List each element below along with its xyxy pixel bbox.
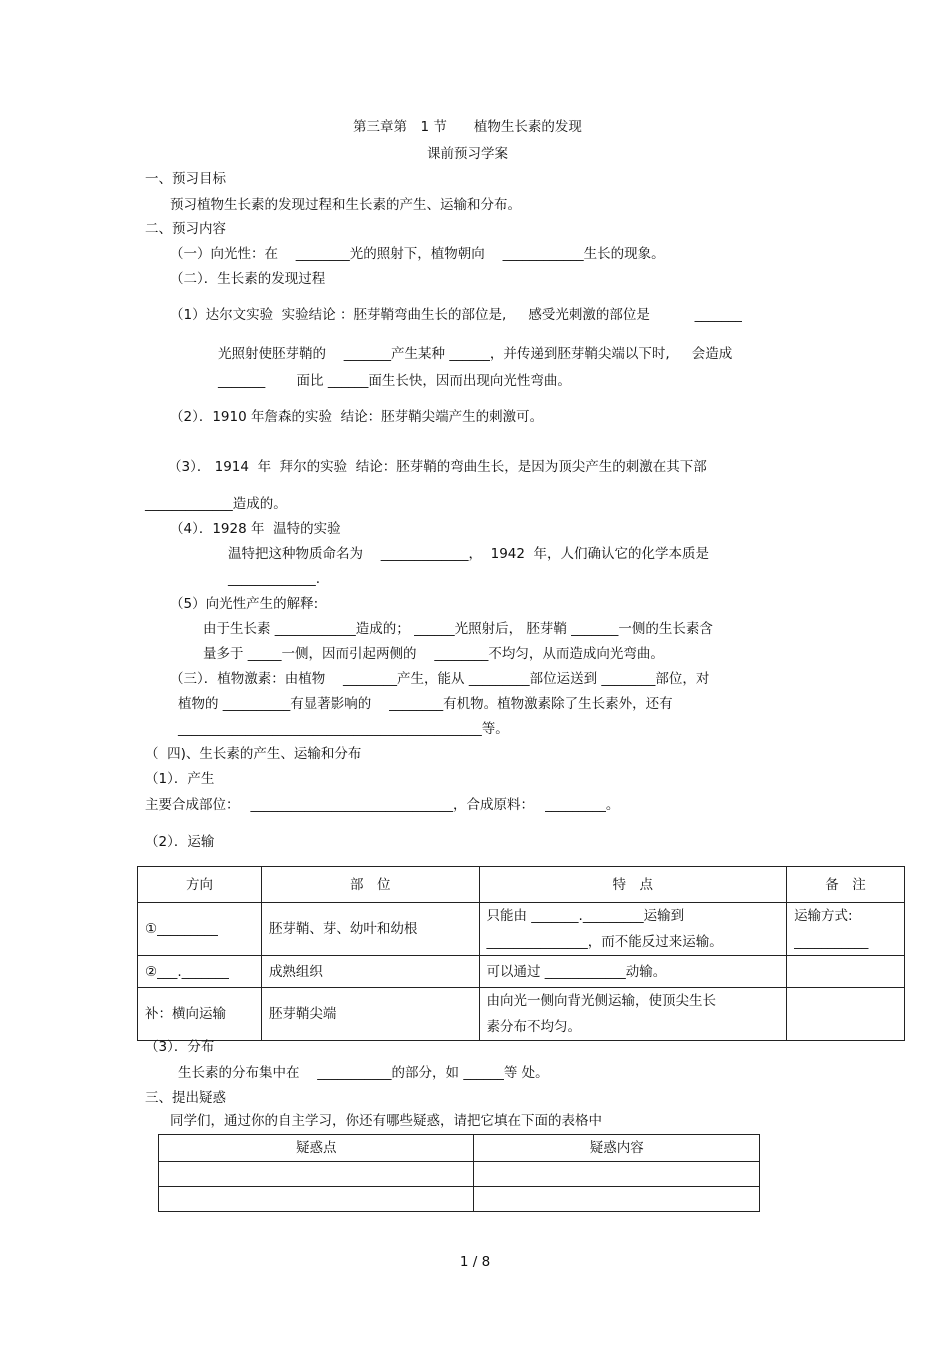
explanation-line-1: 由于生长素 ____________造成的； ______光照射后， 胚芽鞘 _______一侧的生长素含: [203, 621, 713, 637]
table-header-row: [138, 867, 905, 903]
table-cell: [787, 956, 905, 988]
cell-line: 素分布不均匀。: [486, 1019, 581, 1035]
table-cell[interactable]: [159, 1162, 474, 1187]
table-cell: 补：横向运输: [138, 988, 262, 1041]
section-four-heading: （ 四)、生长素的产生、运输和分布: [145, 746, 362, 762]
table-row: [159, 1162, 760, 1187]
transport-heading: （2）．运输: [145, 834, 215, 850]
page-subtitle: 课前预习学案: [427, 146, 508, 162]
header-location: 部 位: [261, 867, 479, 903]
page-number: 1 / 8: [459, 1254, 491, 1270]
production-heading: （1）．产生: [145, 771, 215, 787]
phototropism-line: （一）向光性：在 ________光的照射下，植物朝向 ____________生长的现象。: [170, 246, 665, 262]
hormone-line-1: （三）．植物激素：由植物 ________产生，能从 _________部位运送到 ________部位，对: [170, 671, 710, 687]
hormone-line-2: 植物的 __________有显著影响的 ________有机物。植物激素除了生长素外，还有: [178, 696, 673, 712]
section-heading-goals: 一、预习目标: [145, 171, 226, 187]
table-cell: 成熟组织: [261, 956, 479, 988]
table-cell: ①_________: [138, 903, 262, 956]
darwin-line-3: _______ 面比 ______面生长快，因而出现向光性弯曲。: [218, 373, 571, 389]
section-heading-content: 二、预习内容: [145, 221, 226, 237]
table-header-row: [159, 1135, 760, 1162]
distribution-heading: （3）．分布: [145, 1039, 215, 1055]
section-heading-questions: 三、提出疑惑: [145, 1090, 226, 1106]
header-direction: 方向: [138, 867, 262, 903]
production-line: 主要合成部位： ______________________________，合成原料： _________。: [145, 797, 620, 813]
paal-line-1: （3）． 1914 年 拜尔的实验 结论：胚芽鞘的弯曲生长，是因为顶尖产生的刺激在其下部: [168, 459, 707, 475]
table-row: [138, 903, 905, 956]
table-cell: [787, 988, 905, 1041]
table-cell[interactable]: [474, 1187, 760, 1212]
table-cell: 胚芽鞘尖端: [261, 988, 479, 1041]
header-question-point: 疑惑点: [159, 1135, 474, 1162]
cell-line: _______________，而不能反过来运输。: [486, 934, 723, 950]
darwin-line-1: （1）达尔文实验 实验结论 ：胚芽鞘弯曲生长的部位是, 感受光刺激的部位是 _______: [170, 307, 742, 323]
page-title: 第三章第 1 节 植物生长素的发现: [353, 119, 582, 135]
cell-line: 运输方式:: [794, 908, 853, 924]
table-cell: [787, 903, 905, 956]
table-cell: [479, 988, 787, 1041]
explanation-line-2: 量多于 _____一侧，因而引起两侧的 ________不均匀，从而造成向光弯曲。: [203, 646, 664, 662]
goals-text: 预习植物生长素的发现过程和生长素的产生、运输和分布。: [170, 197, 521, 213]
table-cell[interactable]: [474, 1162, 760, 1187]
table-row: [138, 988, 905, 1041]
transport-table: [137, 866, 905, 1041]
header-features: 特 点: [479, 867, 787, 903]
darwin-line-2: 光照射使胚芽鞘的 _______产生某种 ______，并传递到胚芽鞘尖端以下时, 会造成: [218, 346, 733, 362]
discovery-heading: （二）．生长素的发现过程: [170, 271, 326, 287]
questions-text: 同学们，通过你的自主学习，你还有哪些疑惑，请把它填在下面的表格中: [170, 1113, 602, 1129]
explanation-heading: （5）向光性产生的解释:: [170, 596, 319, 612]
header-question-content: 疑惑内容: [474, 1135, 760, 1162]
table-row: [138, 956, 905, 988]
table-row: [159, 1187, 760, 1212]
went-line-1: （4）．1928 年 温特的实验: [170, 521, 341, 537]
distribution-line: 生长素的分布集中在 ___________的部分，如 ______等 处。: [178, 1065, 549, 1081]
cell-line: 由向光一侧向背光侧运输，使顶尖生长: [486, 993, 716, 1009]
cell-line: 只能由 _______._________运输到: [486, 908, 685, 924]
table-cell[interactable]: [159, 1187, 474, 1212]
went-line-2: 温特把这种物质命名为 _____________， 1942 年，人们确认它的化学本质是: [228, 546, 710, 562]
table-cell: 胚芽鞘、芽、幼叶和幼根: [261, 903, 479, 956]
cell-line: ___________: [794, 934, 869, 950]
jensen-line: （2）．1910 年詹森的实验 结论：胚芽鞘尖端产生的刺激可。: [170, 409, 544, 425]
header-notes: 备 注: [787, 867, 905, 903]
went-line-3: _____________.: [228, 571, 321, 587]
table-cell: ②___._______: [138, 956, 262, 988]
table-cell: [479, 903, 787, 956]
table-cell: 可以通过 ____________动输。: [479, 956, 787, 988]
hormone-line-3: _____________________________________________等。: [178, 721, 509, 737]
questions-table: [158, 1134, 760, 1212]
paal-line-2: _____________造成的。: [145, 496, 287, 512]
